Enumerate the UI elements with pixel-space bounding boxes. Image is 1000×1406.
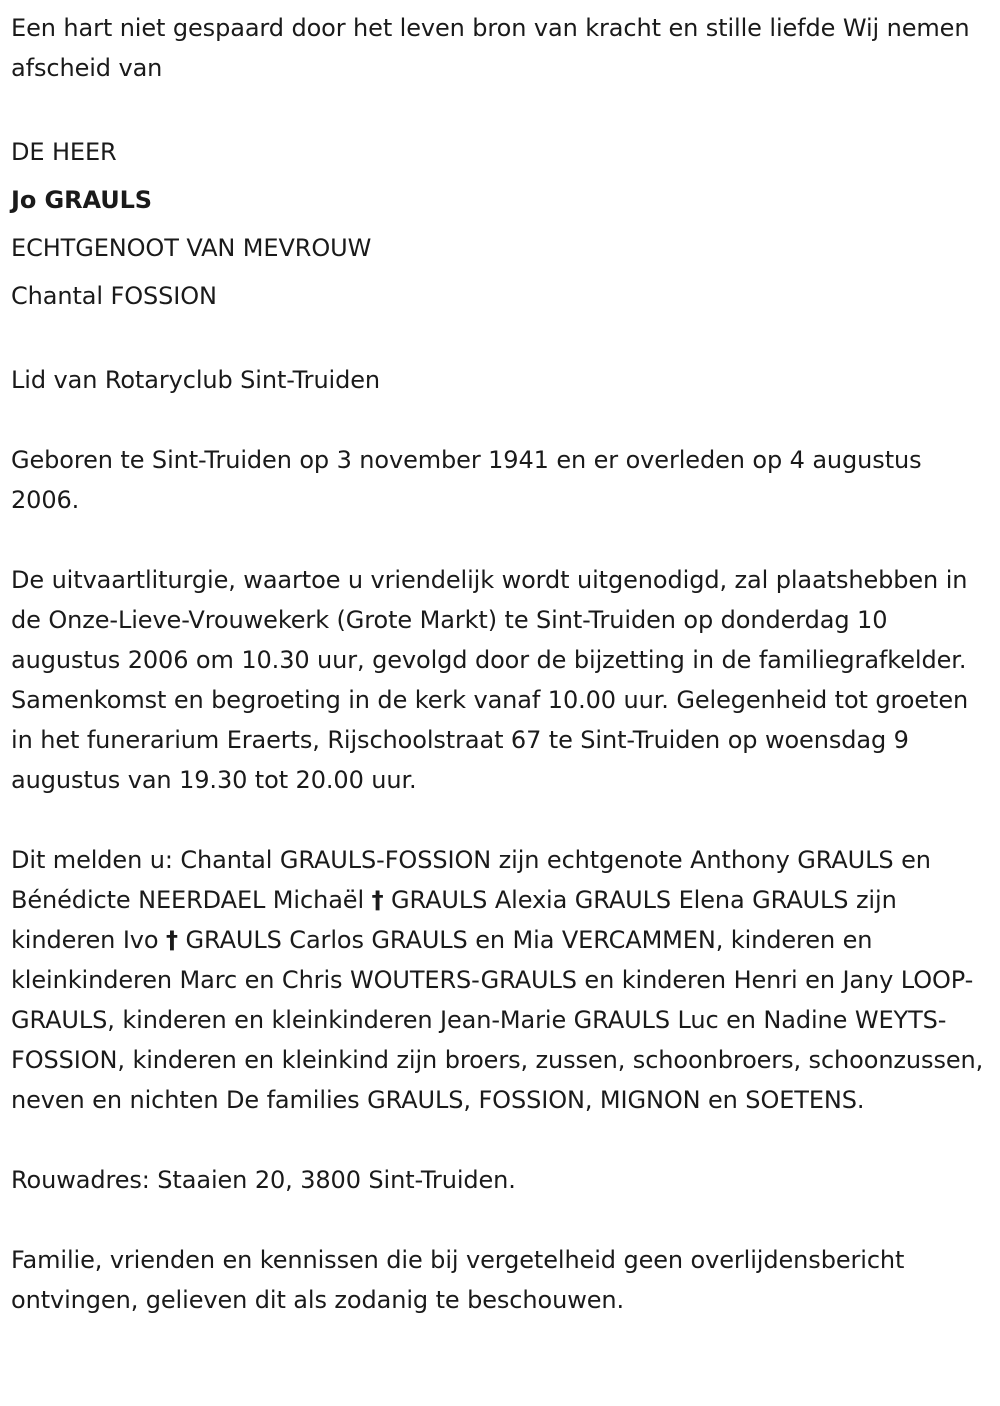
title-line: DE HEER <box>11 138 117 166</box>
spacer <box>11 1120 990 1160</box>
family-text-part: GRAULS Carlos GRAULS en Mia VERCAMMEN, kinderen en kleinkinderen Marc en Chris WOUTERS-GRAULS en kinderen Henri en Jany LOOP-GRAULS, kinderen en kleinkinderen Jean-Marie GRAULS Luc en Nadine WEYTS-FOSSION, kinderen en kleinkind zijn broers, zussen, schoonbroers, schoonzussen, neven en nichten De families GRAULS, FOSSION, MIGNON en SOETENS. <box>11 926 984 1114</box>
spacer <box>11 400 990 440</box>
spouse-name: Chantal FOSSION <box>11 282 217 310</box>
funeral-text: De uitvaartliturgie, waartoe u vriendelijk wordt uitgenodigd, zal plaatshebben in de Onze-Lieve-Vrouwekerk (Grote Markt) te Sint-Truiden op donderdag 10 augustus 2006 om 10.30 uur, gevolgd door de bijzetting in de familiegrafkelder. Samenkomst en begroeting in de kerk vanaf 10.00 uur. Gelegenheid tot groeten in het funerarium Eraerts, Rijschoolstraat 67 te Sint-Truiden op woensdag 9 augustus van 19.30 tot 20.00 uur. <box>11 566 969 794</box>
spacer <box>11 520 990 560</box>
closing-text: Familie, vrienden en kennissen die bij vergetelheid geen overlijdensbericht ontvingen, gelieven dit als zodanig te beschouwen. <box>11 1246 905 1314</box>
family-text <box>11 840 990 1120</box>
cross-icon: † <box>166 926 178 954</box>
cross-icon: † <box>371 886 384 914</box>
membership-text: Lid van Rotaryclub Sint-Truiden <box>11 366 381 394</box>
intro-text: Een hart niet gespaard door het leven bron van kracht en stille liefde Wij nemen afscheid van <box>11 14 970 82</box>
family-text-part: Dit melden u: Chantal GRAULS-FOSSION zijn echtgenote Anthony GRAULS en Bénédicte NEERDAEL Michaël <box>11 846 931 914</box>
spacer <box>11 320 990 360</box>
address-text: Rouwadres: Staaien 20, 3800 Sint-Truiden. <box>11 1166 516 1194</box>
family-text-part: GRAULS Alexia GRAULS Elena GRAULS zijn kinderen Ivo <box>11 886 897 954</box>
birth-death-text: Geboren te Sint-Truiden op 3 november 1941 en er overleden op 4 augustus 2006. <box>11 446 922 514</box>
spacer <box>11 88 990 128</box>
relation-line: ECHTGENOOT VAN MEVROUW <box>11 234 372 262</box>
spacer <box>11 1200 990 1240</box>
spacer <box>11 800 990 840</box>
deceased-name: Jo GRAULS <box>11 186 152 214</box>
